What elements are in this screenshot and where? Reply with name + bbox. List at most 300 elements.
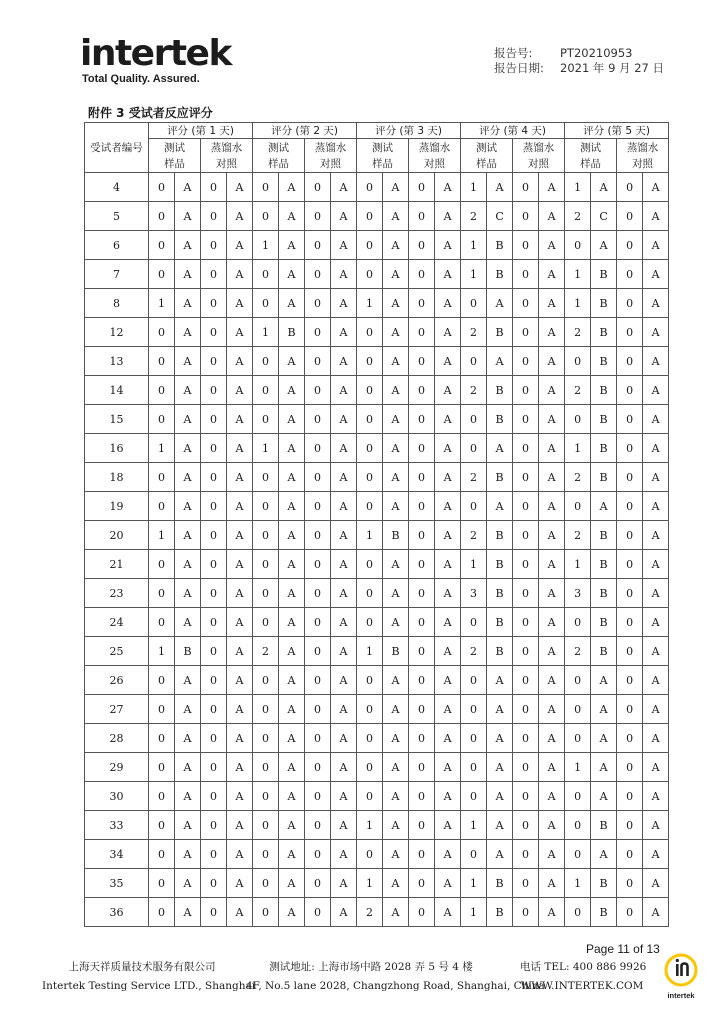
score-cell: A [435,579,461,608]
score-cell: 0 [305,695,331,724]
score-cell: 0 [513,753,539,782]
score-cell: 0 [461,289,487,318]
score-cell: 1 [149,521,175,550]
score-cell: 1 [253,318,279,347]
score-cell: B [279,318,305,347]
score-cell: A [539,753,565,782]
score-cell: 0 [513,724,539,753]
score-cell: B [591,318,617,347]
score-cell: 0 [305,347,331,376]
day-header-1: 评分 (第 1 天) [149,123,253,139]
score-cell: B [591,550,617,579]
score-cell: 0 [565,840,591,869]
score-cell: A [591,695,617,724]
score-cell: 0 [513,811,539,840]
score-cell: 1 [461,811,487,840]
score-cell: 0 [305,289,331,318]
score-cell: 1 [149,289,175,318]
water-control-header-day-1: 蒸馏水 对照 [201,139,253,173]
water-control-header-day-3: 蒸馏水 对照 [409,139,461,173]
score-cell: B [487,521,513,550]
score-cell: 0 [253,202,279,231]
score-cell: A [539,608,565,637]
score-cell: A [331,173,357,202]
score-cell: 0 [409,608,435,637]
score-cell: B [591,579,617,608]
score-cell: B [487,550,513,579]
score-cell: A [539,724,565,753]
score-cell: 0 [409,434,435,463]
score-cell: A [227,869,253,898]
score-cell: A [279,695,305,724]
table-row [85,463,669,492]
score-cell: A [331,376,357,405]
score-cell: A [227,695,253,724]
score-cell: A [383,289,409,318]
score-cell: 0 [149,463,175,492]
score-cell: A [435,492,461,521]
score-cell: A [175,521,201,550]
address-en: 4F, No.5 lane 2028, Changzhong Road, Shanghai, China [246,980,545,992]
score-cell: A [175,869,201,898]
score-cell: 0 [201,724,227,753]
score-cell: A [591,492,617,521]
score-cell: A [435,173,461,202]
score-cell: 0 [409,202,435,231]
score-cell: 0 [357,318,383,347]
score-cell: 0 [201,289,227,318]
score-cell: A [227,811,253,840]
score-cell: A [643,550,669,579]
score-cell: A [227,376,253,405]
water-control-header-day-2: 蒸馏水 对照 [305,139,357,173]
table-row [85,405,669,434]
score-cell: B [487,376,513,405]
score-cell: 0 [305,724,331,753]
score-cell: 0 [357,231,383,260]
score-cell: 2 [461,463,487,492]
score-cell: A [175,666,201,695]
score-cell: A [279,782,305,811]
score-cell: 1 [149,434,175,463]
score-cell: A [383,318,409,347]
subject-id-cell: 26 [85,666,149,695]
score-cell: A [591,231,617,260]
score-cell: 0 [305,898,331,927]
score-cell: A [227,318,253,347]
score-cell: 0 [513,608,539,637]
score-cell: 0 [617,405,643,434]
score-cell: 0 [305,376,331,405]
score-cell: B [383,521,409,550]
score-cell: 0 [201,376,227,405]
score-cell: A [435,869,461,898]
score-cell: A [435,405,461,434]
score-cell: 0 [617,289,643,318]
score-cell: 0 [513,898,539,927]
score-cell: A [435,753,461,782]
score-cell: 0 [149,811,175,840]
section-title: 附件 3 受试者反应评分 [88,106,213,120]
score-cell: B [487,637,513,666]
score-cell: A [175,492,201,521]
score-cell: 0 [513,260,539,289]
score-cell: 0 [149,898,175,927]
score-cell: A [643,260,669,289]
score-cell: A [383,434,409,463]
score-cell: 0 [253,550,279,579]
score-cell: A [279,376,305,405]
score-cell: 2 [461,376,487,405]
score-cell: A [643,434,669,463]
score-cell: A [643,463,669,492]
score-cell: A [331,666,357,695]
score-cell: 0 [357,840,383,869]
score-cell: 0 [149,405,175,434]
score-cell: A [487,666,513,695]
score-cell: A [331,434,357,463]
score-cell: A [539,579,565,608]
subject-id-cell: 7 [85,260,149,289]
score-cell: A [539,521,565,550]
report-meta [494,46,664,76]
score-cell: 0 [305,492,331,521]
score-cell: 0 [305,463,331,492]
score-cell: B [487,231,513,260]
score-cell: A [435,608,461,637]
score-cell: A [643,405,669,434]
score-cell: A [539,666,565,695]
score-cell: B [591,405,617,434]
score-cell: 0 [305,811,331,840]
score-cell: A [487,782,513,811]
score-cell: 0 [149,608,175,637]
score-cell: 0 [513,463,539,492]
score-cell: 0 [201,666,227,695]
score-cell: A [643,521,669,550]
score-cell: A [331,347,357,376]
score-cell: B [591,811,617,840]
score-cell: 0 [409,869,435,898]
score-cell: A [435,666,461,695]
score-cell: A [175,289,201,318]
score-cell: A [175,695,201,724]
score-cell: 0 [409,724,435,753]
score-cell: A [331,753,357,782]
score-cell: 1 [357,637,383,666]
score-cell: B [591,637,617,666]
table-row [85,550,669,579]
score-cell: A [227,434,253,463]
score-cell: 0 [201,521,227,550]
score-cell: A [227,521,253,550]
score-cell: A [487,434,513,463]
score-cell: A [383,782,409,811]
subject-id-cell: 23 [85,579,149,608]
score-cell: A [539,405,565,434]
score-cell: A [331,231,357,260]
score-cell: 0 [409,782,435,811]
score-cell: 0 [305,869,331,898]
score-cell: A [643,376,669,405]
score-cell: 0 [253,347,279,376]
score-cell: A [227,579,253,608]
score-cell: A [383,550,409,579]
score-cell: 0 [409,637,435,666]
score-cell: A [227,840,253,869]
score-cell: A [383,869,409,898]
score-cell: A [539,463,565,492]
score-cell: A [331,260,357,289]
score-cell: 0 [565,782,591,811]
score-cell: A [435,637,461,666]
score-cell: 0 [409,289,435,318]
score-cell: 0 [149,579,175,608]
score-cell: 2 [565,318,591,347]
score-cell: 0 [357,376,383,405]
score-cell: 0 [461,434,487,463]
score-cell: 0 [617,492,643,521]
score-cell: B [487,260,513,289]
score-cell: A [383,898,409,927]
score-cell: 1 [565,434,591,463]
score-cell: A [279,811,305,840]
score-cell: 0 [461,753,487,782]
score-cell: A [227,173,253,202]
score-cell: 1 [461,869,487,898]
score-cell: 0 [409,550,435,579]
report-date-row [494,61,664,76]
score-cell: 0 [201,405,227,434]
report-number-label: 报告号: [494,46,533,60]
score-cell: A [331,637,357,666]
score-cell: A [279,898,305,927]
address-cn: 测试地址: 上海市场中路 2028 弄 5 号 4 楼 [269,961,473,973]
subject-id-cell: 4 [85,173,149,202]
score-cell: 0 [617,811,643,840]
score-cell: A [487,753,513,782]
score-cell: A [279,347,305,376]
score-cell: A [175,260,201,289]
score-cell: A [175,376,201,405]
score-cell: 0 [305,434,331,463]
score-cell: 0 [409,231,435,260]
score-cell: 1 [357,869,383,898]
score-cell: A [539,550,565,579]
score-table-body [85,173,669,927]
subject-id-cell: 16 [85,434,149,463]
score-cell: 0 [513,434,539,463]
score-cell: 0 [253,260,279,289]
table-row [85,202,669,231]
score-cell: A [175,463,201,492]
score-cell: A [643,608,669,637]
score-cell: 0 [617,260,643,289]
score-cell: 0 [305,550,331,579]
score-cell: 0 [617,666,643,695]
score-cell: A [487,811,513,840]
score-cell: A [643,898,669,927]
score-cell: A [643,811,669,840]
score-cell: 0 [565,811,591,840]
score-cell: A [591,724,617,753]
score-cell: B [591,521,617,550]
score-cell: A [227,463,253,492]
score-cell: 2 [461,318,487,347]
score-cell: 0 [409,405,435,434]
page-number: Page 11 of 13 [586,942,660,956]
score-cell: 0 [305,666,331,695]
score-cell: A [539,347,565,376]
subject-id-cell: 33 [85,811,149,840]
score-cell: C [487,202,513,231]
score-cell: 0 [305,521,331,550]
score-cell: 0 [409,260,435,289]
intertek-logo [80,33,231,85]
table-row [85,782,669,811]
day-header-2: 评分 (第 2 天) [253,123,357,139]
score-cell: 1 [565,173,591,202]
score-cell: 0 [305,782,331,811]
logo-tagline: Total Quality. Assured. [82,73,200,85]
score-cell: A [591,753,617,782]
score-cell: 0 [617,840,643,869]
subject-id-cell: 25 [85,637,149,666]
score-cell: A [435,434,461,463]
score-cell: 0 [357,753,383,782]
score-cell: 0 [149,840,175,869]
score-cell: 0 [305,260,331,289]
score-cell: A [435,376,461,405]
score-cell: A [435,521,461,550]
score-cell: A [175,231,201,260]
score-cell: 0 [513,289,539,318]
score-cell: A [227,782,253,811]
report-date-label: 报告日期: [494,61,544,75]
score-cell: 0 [201,637,227,666]
score-cell: 0 [357,550,383,579]
score-cell: 0 [513,347,539,376]
score-cell: A [435,318,461,347]
score-cell: A [331,550,357,579]
score-cell: 0 [461,724,487,753]
table-row [85,231,669,260]
score-cell: 0 [253,898,279,927]
score-cell: B [591,289,617,318]
subject-id-cell: 24 [85,608,149,637]
score-cell: 0 [201,173,227,202]
table-row [85,811,669,840]
score-cell: A [591,782,617,811]
score-cell: 0 [357,724,383,753]
score-cell: 0 [305,405,331,434]
table-row [85,840,669,869]
score-cell: A [643,753,669,782]
subject-id-cell: 35 [85,869,149,898]
score-cell: B [591,898,617,927]
score-cell: 0 [461,405,487,434]
score-cell: 1 [461,260,487,289]
score-cell: 1 [565,869,591,898]
score-cell: B [487,318,513,347]
score-cell: A [383,753,409,782]
day-header-row [85,123,669,139]
score-cell: 0 [565,695,591,724]
score-cell: A [643,666,669,695]
score-cell: 0 [409,753,435,782]
day-header-4: 评分 (第 4 天) [461,123,565,139]
report-number-row [494,46,664,61]
score-cell: A [539,289,565,318]
table-row [85,898,669,927]
score-cell: 0 [357,347,383,376]
score-cell: 0 [253,405,279,434]
score-cell: 0 [149,666,175,695]
score-cell: 0 [305,637,331,666]
score-cell: 0 [461,666,487,695]
score-cell: 0 [201,434,227,463]
score-cell: 0 [201,231,227,260]
score-cell: 0 [201,898,227,927]
score-cell: 0 [513,376,539,405]
score-cell: 0 [617,753,643,782]
score-cell: A [591,666,617,695]
score-cell: 0 [357,579,383,608]
test-sample-header-day-3: 测试 样品 [357,139,409,173]
score-cell: A [643,782,669,811]
score-cell: B [487,869,513,898]
score-cell: 0 [149,695,175,724]
score-cell: A [175,318,201,347]
score-cell: B [487,608,513,637]
score-cell: A [487,695,513,724]
score-cell: 2 [461,637,487,666]
score-cell: A [643,840,669,869]
score-cell: A [539,811,565,840]
score-cell: 2 [253,637,279,666]
score-cell: 0 [253,753,279,782]
score-cell: 0 [409,376,435,405]
score-cell: A [227,231,253,260]
score-cell: B [591,608,617,637]
score-cell: A [175,579,201,608]
score-cell: 0 [409,695,435,724]
footer-contact [520,958,647,996]
score-cell: A [435,231,461,260]
table-row [85,434,669,463]
score-cell: 0 [357,405,383,434]
score-cell: 0 [149,724,175,753]
score-cell: 0 [149,492,175,521]
score-cell: A [383,231,409,260]
score-cell: A [539,695,565,724]
score-cell: A [643,492,669,521]
website-link[interactable]: WWW.INTERTEK.COM [520,980,644,992]
score-cell: 0 [253,579,279,608]
score-cell: A [383,608,409,637]
score-cell: 0 [149,260,175,289]
score-cell: A [279,579,305,608]
score-cell: A [643,869,669,898]
score-cell: A [331,608,357,637]
score-cell: A [175,550,201,579]
score-cell: A [643,347,669,376]
subject-id-cell: 18 [85,463,149,492]
score-cell: 1 [253,231,279,260]
phone-number: 电话 TEL: 400 886 9926 [520,961,647,973]
score-cell: 0 [513,550,539,579]
score-cell: 0 [409,347,435,376]
